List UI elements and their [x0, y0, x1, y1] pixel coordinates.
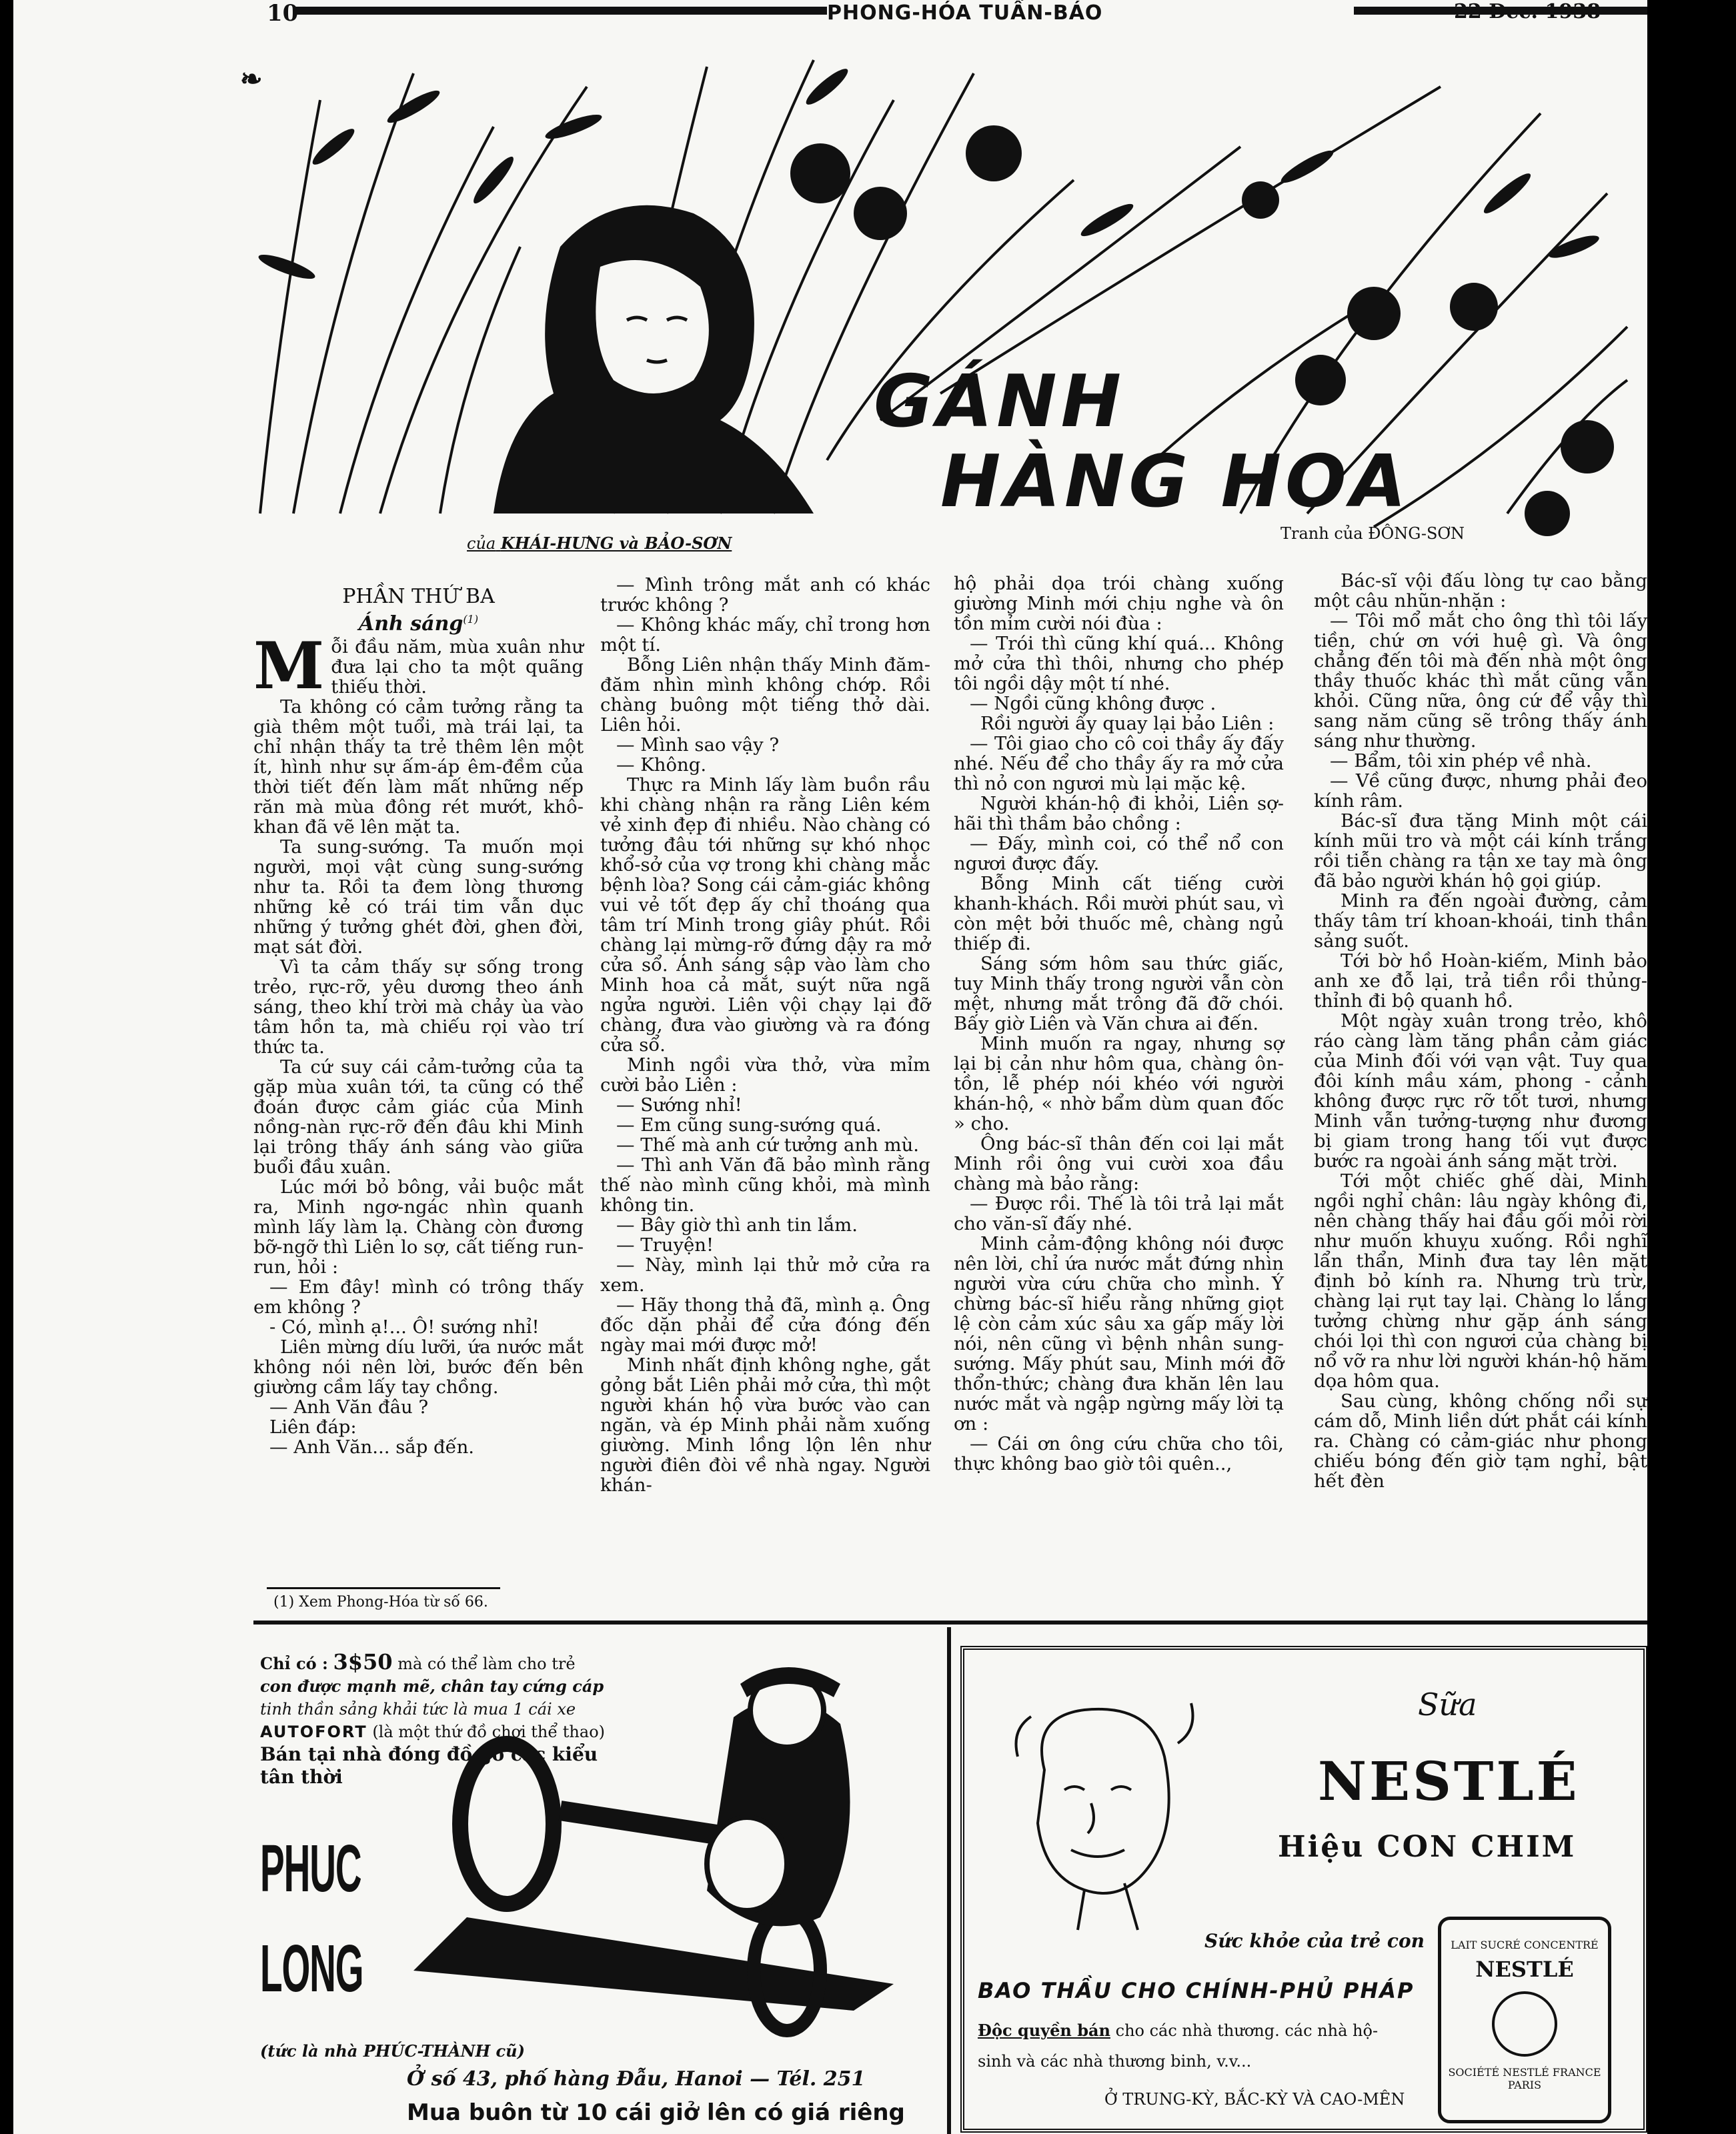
footnote: (1) Xem Phong-Hóa từ số 66. [273, 1594, 488, 1611]
illustrator-credit: Tranh của ĐÔNG-SƠN [1280, 524, 1465, 543]
paragraph: Minh cảm-động không nói được nên lời, chỉ ứa nước mắt đứng nhìn người vừa cứu chữa cho mình. Ý chừng bác-sĩ hiểu rằng những giọt lệ còn cảm xúc sâu xa gấp mấy lời nói, nên cũng vì bệnh nhân sung-sướng. Mấy phút sau, Minh mới đỡ thổn-thức; chàng đưa khăn lên lau nước mắt và ngập ngừng mấy lời tạ ơn : [954, 1233, 1284, 1434]
corner-mark-icon: ❧ [240, 63, 263, 95]
paragraph: Ta cứ suy cái cảm-tưởng của ta gặp mùa xuân tới, ta cũng có thể đoán được cảm giác của Minh nồng-nàn rực-rỡ đến đâu khi Minh lại trông thấy ánh sáng vào giữa buổi đầu xuân. [253, 1056, 584, 1178]
masthead-rule-left [293, 7, 827, 15]
can-top-label: LAIT SUCRÉ CONCENTRÉ [1451, 1939, 1599, 1951]
issue-date: 22 Dec. 1938 [1454, 0, 1601, 23]
paragraph [253, 628, 584, 704]
paragraph: Ta không có cảm tưởng rằng ta già thêm một tuổi, mà trái lại, ta chỉ nhận thấy ta trẻ thêm lên một ít, hình như sự ấm-áp êm-đềm của thời tiết đến làm mất những nếp răn mà mùa đông rét mướt, khô-khan đã vẽ lên mặt ta. [253, 696, 584, 838]
regions: Ở TRUNG-KỲ, BẮC-KỲ VÀ CAO-MÊN [1104, 2090, 1405, 2109]
shop-address: Ở số 43, phố hàng Đẫu, Hanoi — Tél. 251 [407, 2067, 866, 2091]
scan-border [1647, 0, 1736, 2134]
tagline: Sức khỏe của trẻ con [1204, 1930, 1425, 1952]
autofort-advertisement [253, 1637, 940, 2131]
paragraph-text: ỗi đầu năm, mùa xuân như đưa lại cho ta một quãng thiếu thời. [331, 636, 584, 698]
paragraph: Minh ra đến ngoài đường, cảm thấy tâm trí khoan-khoái, tinh thần sảng suốt. [1314, 890, 1647, 952]
paragraph: Tới bờ hồ Hoàn-kiếm, Minh bảo anh xe đỗ lại, trả tiền rồi thủng-thỉnh đi bộ quanh hồ. [1314, 950, 1647, 1012]
paragraph: Minh muốn ra ngay, nhưng sợ lại bị cản như hôm qua, chàng ôn-tồn, lễ phép nói khéo với người khán-hộ, « nhờ bẩm dùm quan đốc » cho. [954, 1033, 1284, 1134]
dialog-line: — Bẩm, tôi xin phép về nhà. [1330, 750, 1592, 772]
paragraph: Một ngày xuân trong trẻo, khô ráo càng làm tăng phần cảm giác của Minh đối với vạn vật. Tuy qua đôi kính mầu xám, phong - cảnh không được rực rỡ tốt tươi, nhưng Minh vẫn tưởng-tượng như đương bị giam trong hang tối vụt được bước ra ngoài ánh sáng mặt trời. [1314, 1010, 1647, 1172]
dialog-line: — Tôi giao cho cô coi thầy ấy đấy nhé. Nếu để cho thầy ấy ra mở cửa thì nỏ con ngươi mù lại mặc kệ. [954, 733, 1284, 794]
dialog-line: — Em cũng sung-sướng quá. [616, 1114, 882, 1136]
ad-copy-text: con được mạnh mẽ, chân tay cứng cáp [260, 1677, 604, 1696]
paragraph: Vì ta cảm thấy sự sống trong trẻo, rực-rỡ, yêu dương theo ánh sáng, theo khí trời mà chảy ùa vào tâm hồn ta, mà chiếu rọi vào trí thức ta. [253, 956, 584, 1058]
dialog-line: — Về cũng được, nhưng phải đeo kính râm. [1314, 770, 1647, 812]
old-man-sketch-illustration [1004, 1690, 1204, 1943]
shop-name-line1: PHUC [260, 1831, 361, 1906]
paragraph: Lúc mới bỏ bông, vải buộc mắt ra, Minh ngơ-ngác nhìn quanh mình lấy làm lạ. Chàng còn đương bỡ-ngỡ thì Liên lo sợ, cất tiếng run-run, hỏi : [253, 1176, 584, 1278]
paragraph: Ta sung-sướng. Ta muốn mọi người, mọi vật cùng sung-sướng như ta. Rồi ta đem lòng thương những kẻ có trái tim vẫn dục những ý tưởng ghét đời, ghen đời, mạt sát đời. [253, 836, 584, 958]
dialog-line: — Đấy, mình coi, có thể nổ con ngươi được đấy. [954, 833, 1284, 874]
product-brand: AUTOFORT [260, 1723, 367, 1741]
paragraph: Sáng sớm hôm sau thức giấc, tuy Minh thấy trong người vẫn còn mệt, nhưng mắt trông đã đỡ chói. Bấy giờ Liên và Văn chưa ai đến. [954, 953, 1284, 1034]
boy-riding-cart-illustration [387, 1637, 934, 2037]
page-number: 10 [267, 0, 299, 27]
paragraph: Người khán-hộ đi khỏi, Liên sợ-hãi thì thầm bảo chồng : [954, 793, 1284, 834]
dialog-line: — Mình sao vậy ? [616, 734, 780, 756]
dialog-line: — Hãy thong thả đã, mình ạ. Ông đốc dặn phải để cửa đóng đến ngày mai mới được mở! [600, 1294, 930, 1356]
nest-logo-icon [1492, 1991, 1557, 2057]
footnote-mark: (1) [463, 613, 479, 626]
article-title-line2: HÀNG HOA [940, 440, 1411, 523]
paragraph: Bác-sĩ vội đấu lòng tự cao bằng một câu nhũn-nhặn : [1314, 570, 1647, 612]
nestle-brand: NESTLÉ [1318, 1750, 1580, 1813]
dialog-line: — Truyện! [616, 1234, 714, 1256]
can-brand: NESTLÉ [1475, 1957, 1574, 1982]
ad-copy-text: mà có thể làm cho trẻ [397, 1655, 576, 1673]
shop-old-name: (tức là nhà PHÚC-THÀNH cũ) [260, 2041, 525, 2061]
authors-credit [467, 534, 732, 553]
ad-copy-text: (là một thứ đồ chơi thể thao) [372, 1723, 606, 1741]
paragraph: Bỗng Minh cất tiếng cười khanh-khách. Rồi mười phút sau, vì còn mệt bởi thuốc mê, chàng ngủ thiếp đi. [954, 873, 1284, 954]
paragraph: Rồi người ấy quay lại bảo Liên : [980, 713, 1274, 734]
ad-copy-text: Bán tại nhà đóng đồ gỗ các kiểu tân thời [260, 1743, 598, 1788]
authors-prefix: của [467, 534, 496, 553]
dialog-line: — Bây giờ thì anh tin lắm. [616, 1214, 858, 1236]
shop-name-line2: LONG [260, 1931, 363, 2006]
paragraph: Tới một chiếc ghế dài, Minh ngồi nghỉ chân: lâu ngày không đi, nên chàng thấy hai đầu gối mỏi rời như muốn khuỵu xuống. Rồi nghĩ lẩn thẩn, Minh đưa tay lên mặt định bỏ kính ra. Nhưng trù trừ, chàng lại rụt tay lại. Chàng lo lắng tưởng chừng như gặp ánh sáng chói lọi thì con ngươi của chàng bị nổ vỡ ra như lời người khán-hộ hăm dọa hôm qua. [1314, 1170, 1647, 1392]
article-title-line1: GÁNH [874, 360, 1126, 443]
paragraph: Bỗng Liên nhận thấy Minh đăm-đăm nhìn mình không chớp. Rồi chàng buông một tiếng thở dài. Liên hỏi. [600, 654, 930, 736]
footnote-rule [267, 1587, 500, 1589]
dialog-line: — Ngồi cũng không được . [970, 693, 1216, 714]
dialog-line: — Trói thì cũng khí quá... Không mở cửa thì thôi, nhưng cho phép tôi ngồi dậy một tí nhé. [954, 633, 1284, 694]
dialog-line: Liên đáp: [269, 1416, 357, 1438]
ad-divider [947, 1627, 951, 2134]
paragraph: Sau cùng, không chống nổi sự cám dỗ, Minh liền dứt phắt cái kính ra. Chàng có cảm-giác như phong chiếu bóng đến giờ tạm nghỉ, bật hết đèn [1314, 1390, 1647, 1492]
can-bottom-label: SOCIÉTÉ NESTLÉ FRANCE [1448, 2066, 1601, 2079]
wholesale-note: Mua buôn từ 10 cái giở lên có giá riêng [407, 2099, 905, 2126]
text-column-4 [1314, 571, 1647, 1491]
dialog-line: — Tôi mổ mắt cho ông thì tôi lấy tiền, chứ ơn với huệ gì. Và ông chẳng đến tôi mà đến nhà một ông thầy thuốc khác thì mắt cũng vẫn khỏi. Cũng nữa, ông cứ để vậy thì sang năm cũng sẽ trông thấy ánh sáng như thường. [1314, 610, 1647, 752]
distribution-note [978, 2015, 1405, 2077]
dialog-line: — Em đây! mình có trông thấy em không ? [253, 1276, 584, 1318]
dialog-line: — Anh Văn đâu ? [269, 1396, 429, 1418]
text-column-3 [954, 574, 1284, 1474]
dialog-line: — Này, mình lại thử mở cửa ra xem. [600, 1254, 930, 1296]
dialog-line: — Không khác mấy, chỉ trong hơn một tí. [600, 614, 930, 656]
authors-names: KHÁI-HƯNG và BẢO-SƠN [500, 534, 732, 553]
newspaper-title: PHONG-HÓA TUẦN-BÁO [827, 1, 1103, 25]
dialog-line: — Thế mà anh cứ tưởng anh mù. [616, 1134, 920, 1156]
dialog-line: — Không. [616, 754, 707, 776]
leaves [256, 65, 1614, 536]
woman-figure [494, 205, 814, 513]
paragraph: Liên mừng díu lưỡi, ứa nước mắt không nói nên lời, bước đến bên giường cầm lấy tay chồng. [253, 1336, 584, 1398]
dialog-line: — Được rồi. Thế là tôi trả lại mắt cho văn-sĩ đấy nhé. [954, 1193, 1284, 1234]
paragraph: Bác-sĩ đưa tặng Minh một cái kính mũi tro và một cái kính trắng rồi tiễn chàng ra tận xe tay mà ông đã bảo người khán hộ gọi giúp. [1314, 810, 1647, 892]
text-column-1 [253, 574, 584, 1457]
dialog-line: — Anh Văn... sắp đến. [269, 1436, 475, 1458]
paragraph: hộ phải dọa trói chàng xuống giường Minh mới chịu nghe và ôn tồn mỉm cười nói đùa : [954, 573, 1284, 634]
dialog-line: - Có, mình ạ!... Ô! sướng nhỉ! [269, 1316, 540, 1338]
section-divider [253, 1621, 1647, 1625]
paragraph: Minh nhất định không nghe, gắt gỏng bắt Liên phải mở cửa, thì một người khán hộ vừa bước vào can ngăn, và ép Minh phải nằm xuống giường. Minh lồng lộn lên như người điên đòi về nhà ngay. Người khán- [600, 1354, 930, 1496]
part-heading: PHẦN THỨ BA [342, 585, 495, 608]
dialog-line: — Mình trông mắt anh có khác trước không ? [600, 574, 930, 616]
supplier-note: BAO THẦU CHO CHÍNH-PHỦ PHÁP [978, 1978, 1415, 2003]
newspaper-page [13, 0, 1647, 2134]
dialog-line: — Thì anh Văn đã bảo mình rằng thế nào mình cũng khỏi, mà mình không tin. [600, 1154, 930, 1216]
product-type: Sữa [1418, 1687, 1477, 1723]
text-column-2 [600, 575, 930, 1495]
ad-copy-lead: Chỉ có : [260, 1654, 328, 1673]
paragraph: Thực ra Minh lấy làm buồn rầu khi chàng nhận ra rằng Liên kém vẻ xinh đẹp đi nhiều. Nào chàng có tưởng đâu tới những sự khó nhọc khổ-sở của vợ trong khi chàng mắc bệnh lòa? Song cái cảm-giác không vui vẻ tốt đẹp ấy chỉ thoáng qua tâm trí Minh trong giây phút. Rồi chàng lại mừng-rỡ đứng dậy ra mở cửa sổ. Ánh sáng sập vào làm cho Minh hoa cả mắt, suýt nữa ngã ngửa người. Liên vội chạy lại đỡ chàng, đưa vào giường và ra đóng cửa sổ. [600, 774, 930, 1056]
price: 3$50 [333, 1649, 393, 1675]
nestle-advertisement [960, 1646, 1647, 2133]
drop-cap: M [253, 628, 325, 704]
can-city: PARIS [1507, 2079, 1542, 2091]
paragraph: Ông bác-sĩ thân đến coi lại mắt Minh rồi ông vui cười xoa đầu chàng mà bảo rằng: [954, 1133, 1284, 1194]
distribution-text: cho các nhà thương. các nhà hộ-sinh và các nhà thương binh, v.v... [978, 2021, 1379, 2071]
milk-can-illustration [1438, 1917, 1611, 2123]
chapter-title: Ánh sáng [358, 612, 464, 636]
dialog-line: — Cái ơn ông cứu chữa cho tôi, thực không bao giờ tôi quên.., [954, 1433, 1284, 1474]
paragraph: Minh ngồi vừa thở, vừa mỉm cười bảo Liên : [600, 1054, 930, 1096]
ad-copy-text: tinh thần sảng khải tức là mua 1 cái xe [260, 1700, 576, 1719]
dialog-line: — Sướng nhỉ! [616, 1094, 742, 1116]
brand-subtitle: Hiệu CON CHIM [1278, 1830, 1577, 1864]
exclusive-label: Độc quyền bán [978, 2021, 1110, 2040]
